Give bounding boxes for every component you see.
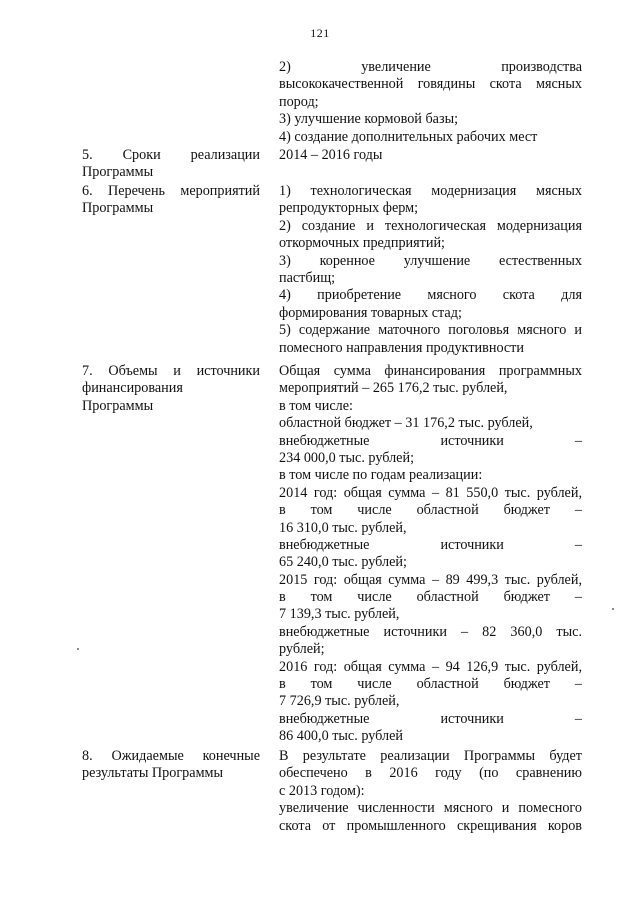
row-content-5: [279, 748, 582, 835]
content-line: 7 726,9 тыс. рублей,: [279, 693, 400, 710]
scan-speck: [612, 608, 614, 610]
row-content-1: [279, 59, 582, 146]
label-line: 7. Объемы и источники: [82, 363, 260, 379]
content-line: 234 000,0 тыс. рублей;: [279, 449, 415, 466]
content-line: увеличение численности мясного и помесного: [279, 800, 582, 817]
content-line: обеспечено в 2016 году (по сравнению: [279, 765, 582, 782]
content-line: в том числе областной бюджет –: [279, 589, 582, 606]
content-line: внебюджетные источники –: [279, 710, 582, 727]
label-line: финансирования: [82, 380, 183, 397]
label-line: 8. Ожидаемые конечные: [82, 748, 260, 764]
content-line: в том числе областной бюджет –: [279, 502, 582, 519]
content-line: помесного направления продуктивности: [279, 339, 524, 356]
content-line: откормочных предприятий;: [279, 235, 446, 252]
content-line: 4) приобретение мясного скота для: [279, 287, 582, 304]
content-line: 4) создание дополнительных рабочих мест: [279, 128, 538, 145]
content-line: пород;: [279, 93, 319, 110]
content-line: 2015 год: общая сумма – 89 499,3 тыс. рублей,: [279, 571, 582, 588]
content-line: формирования товарных стад;: [279, 304, 462, 321]
content-line: 86 400,0 тыс. рублей: [279, 728, 403, 745]
row-label-2: [82, 147, 260, 182]
row-content-4: [279, 363, 582, 746]
content-line: в том числе:: [279, 397, 353, 414]
scan-speck: [77, 648, 79, 650]
content-line: 2014 год: общая сумма – 81 550,0 тыс. рублей,: [279, 484, 582, 501]
content-line: 5) содержание маточного поголовья мясного и: [279, 322, 582, 339]
content-line: в том числе областной бюджет –: [279, 676, 582, 693]
content-line: в том числе по годам реализации:: [279, 467, 483, 484]
content-line: Общая сумма финансирования программных: [279, 363, 582, 379]
content-line: 65 240,0 тыс. рублей;: [279, 554, 407, 571]
label-line: 6. Перечень мероприятий: [82, 183, 260, 199]
content-line: мероприятий – 265 176,2 тыс. рублей,: [279, 380, 508, 397]
content-line: высококачественной говядины скота мясных: [279, 76, 582, 93]
content-line: 2) увеличение производства: [279, 59, 582, 75]
label-line: Программы: [82, 397, 154, 414]
label-line: Программы: [82, 200, 154, 217]
content-line: 16 310,0 тыс. рублей,: [279, 519, 407, 536]
content-line: 2014 – 2016 годы: [279, 147, 383, 163]
content-line: 3) коренное улучшение естественных: [279, 252, 582, 269]
content-line: скота от промышленного скрещивания коров: [279, 817, 582, 834]
content-line: 3) улучшение кормовой базы;: [279, 111, 459, 128]
content-line: рублей;: [279, 641, 325, 658]
label-line: 5. Сроки реализации: [82, 147, 260, 163]
content-line: В результате реализации Программы будет: [279, 748, 582, 764]
page-number: 121: [310, 26, 330, 40]
label-line: Программы: [82, 164, 154, 181]
content-line: внебюджетные источники – 82 360,0 тыс.: [279, 623, 582, 640]
row-label-4: [82, 363, 260, 415]
row-label-5: [82, 748, 260, 783]
content-line: областной бюджет – 31 176,2 тыс. рублей,: [279, 415, 533, 432]
content-line: репродукторных ферм;: [279, 200, 419, 217]
content-line: 7 139,3 тыс. рублей,: [279, 606, 400, 623]
label-line: результаты Программы: [82, 765, 224, 782]
content-line: внебюджетные источники –: [279, 536, 582, 553]
content-line: 2016 год: общая сумма – 94 126,9 тыс. рублей,: [279, 658, 582, 675]
row-content-2: [279, 147, 582, 164]
content-line: пастбищ;: [279, 269, 336, 286]
row-content-3: [279, 183, 582, 357]
content-line: 1) технологическая модернизация мясных: [279, 183, 582, 199]
content-line: с 2013 годом):: [279, 782, 365, 799]
row-label-3: [82, 183, 260, 218]
content-line: 2) создание и технологическая модернизация: [279, 217, 582, 234]
content-line: внебюджетные источники –: [279, 432, 582, 449]
